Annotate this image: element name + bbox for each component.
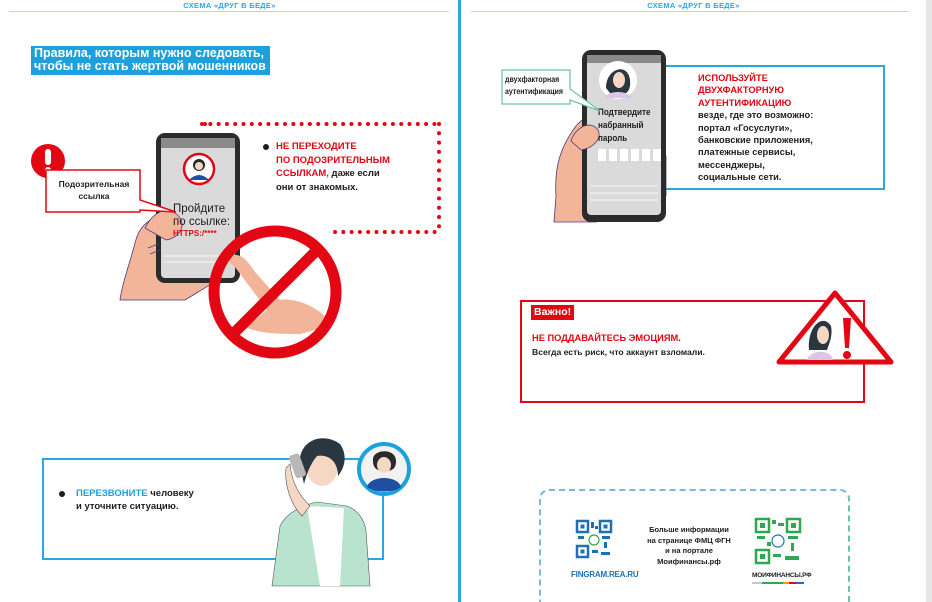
rule3-heading-line-1: ИСПОЛЬЗУЙТЕ [698,73,768,83]
footer-info-line-4: Моифинансы.рф [657,556,721,566]
important-text [532,331,705,359]
rule1-heading-line-2: ПО ПОДОЗРИТЕЛЬНЫМ [276,154,390,166]
callout-line-2: ссылка [78,191,110,201]
rule3-heading-line-2: ДВУХФАКТОРНУЮ [698,85,784,96]
rule3-body-line: везде, где это возможно: [698,110,814,121]
important-badge: Важно! [531,305,574,320]
rule1-text [276,140,390,194]
prohibited-sign-icon [205,222,345,362]
rule2-heading: ПЕРЕЗВОНИТЕ [76,488,148,499]
footer-info-line-1: Больше информации [649,525,729,534]
otp-box [631,149,639,161]
rule2-text [76,487,194,513]
rule3-heading-line-3: АУТЕНТИФИКАЦИЮ [698,97,792,108]
2fa-callout-line-1: двухфакторная [505,75,560,84]
moifinansy-color-bar [752,582,804,584]
rule1-bullet [263,144,269,150]
friend-avatar-circle-icon [356,441,412,497]
otp-code-boxes [598,149,661,161]
rule1-heading-line-3: ССЫЛКАМ, [276,168,329,179]
otp-box [609,149,617,161]
rule3-body-line: мессенджеры, [698,159,765,170]
phone-2fa-line-3: пароль [598,133,628,143]
important-heading-period: . [678,333,681,343]
rule2-body-line-1: человеку [147,488,194,499]
viewer-scrollbar-track[interactable] [926,0,932,602]
left-page [0,0,459,602]
phone-2fa-line-1: Подтвердите [598,107,651,117]
rule3-body-line: социальные сети. [698,172,782,183]
warning-triangle-icon [773,288,898,368]
2fa-callout-line-2: аутентификация [505,87,563,96]
color-bar-segment [796,582,804,584]
otp-box [653,149,661,161]
page-title-line-1: Правила, которым нужно следовать, [34,46,264,60]
rule3-text [698,72,813,184]
otp-box [598,149,606,161]
rule2-body-line-2: и уточните ситуацию. [76,501,179,512]
callout-line-1: Подозрительная [58,179,130,189]
phone-2fa-line-2: набранный [598,120,644,130]
running-header: СХЕМА «ДРУГ В БЕДЕ» [183,1,276,10]
important-heading: НЕ ПОДДАВАЙТЕСЬ ЭМОЦИЯМ [532,333,679,343]
header-rule-right [471,11,908,12]
footer-info-line-2: на странице ФМЦ ФГН [647,535,731,545]
otp-box [642,149,650,161]
rule3-body-line: банковские приложения, [698,135,813,146]
2fa-callout-text [505,74,563,98]
phone-suspicious-link: HTTPS:/**** [173,229,217,238]
phone-message-line-1: Пройдите [173,203,226,215]
moifinansy-link[interactable]: МОИФИНАНСЫ.РФ [752,572,812,579]
phone-message-line-2: по ссылке: [173,216,231,228]
rule3-body-line: портал «Госуслуги», [698,122,793,133]
color-bar-segment [762,582,783,584]
running-header-right: СХЕМА «ДРУГ В БЕДЕ» [647,1,740,10]
footer-info-text [634,525,744,567]
page-title-line-2: чтобы не стать жертвой мошенников [34,59,266,73]
fingram-qr-code-icon[interactable] [576,520,612,558]
important-body: Всегда есть риск, что аккаунт взломали. [532,347,705,357]
right-page [461,0,926,602]
rule3-body-line: платежные сервисы, [698,147,796,158]
moifinansy-qr-code-icon[interactable] [755,518,801,564]
rule1-heading-line-1: НЕ ПЕРЕХОДИТЕ [276,141,357,152]
rule2-bullet [59,491,65,497]
footer-info-line-3: и на портале [665,546,713,555]
otp-box [620,149,628,161]
rule1-body-line-4: они от знакомых. [276,181,358,193]
rule1-body-line-3: даже если [328,168,380,179]
color-bar-segment [752,582,762,584]
suspicious-link-callout-text [48,178,140,202]
fingram-link[interactable]: FINGRAM.REA.RU [571,570,639,579]
friend-avatar-icon [182,152,216,186]
